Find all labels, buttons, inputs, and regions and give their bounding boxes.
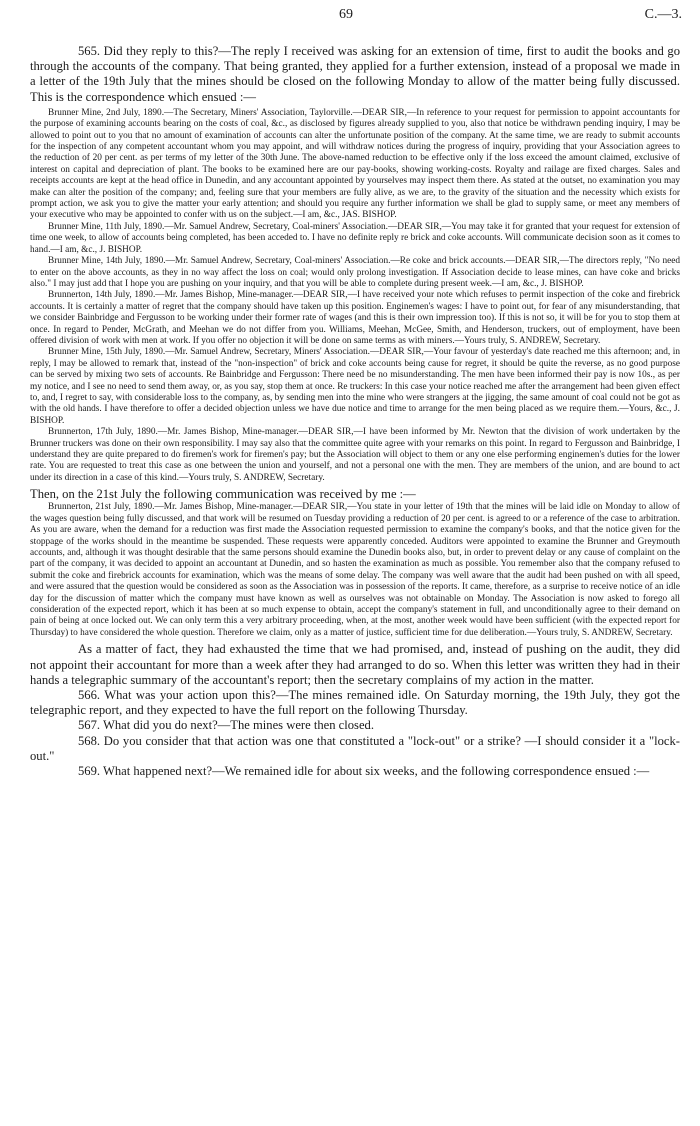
letter-11-july: Brunner Mine, 11th July, 1890.—Mr. Samuel Andrew, Secretary, Coal-miners' Association.—DEAR SIR,—You may take it for granted that your request for extension of time one week, to allow of accounts being completed, has been acceded to. I have no definite reply re brick and coke accounts. Will communicate decision soon as it comes to hand.—I am, &c., J. BISHOP. (30, 221, 680, 255)
letter-21-july: Brunnerton, 21st July, 1890.—Mr. James Bishop, Mine-manager.—DEAR SIR,—You state in your letter of 19th that the mines will be laid idle on Monday to allow of the wages question being fully discussed, and that work will be resumed on Tuesday providing a reduction of 20 per cent. is agreed to or a reference of the case to arbitration. As you are aware, when the demand for a reduction was first made the Association requested permission to examine the company's books, and that the notice given for the stoppage of the works should in the meantime be suspended. These requests were apparently conceded. Auditors were appointed to examine the Brunner and Greymouth accounts, and, although it was thought desirable that the same persons should examine the Dunedin books also, but, in order to prevent delay or any cause of complaint on the part of the company, it was decided to appoint an accountant at Dunedin, and so hasten the examination as much as possible. You remember also that the company refused to submit the coke and firebrick accounts for examination, which was the means of some delay. The company was well aware that the audit had been pushed on with all speed, and were assured that the question would be considered as soon as the Association was in possession of the reports. It came, therefore, as a surprise to receive notice of an idle day for the discussion of matter which the company must have known as well as ourselves was not obtainable on Monday. The Association is now asked to forego all consideration of the expected report, which it has been at so much expense to obtain, accept the company's statement in full, and unconditionally agree to their demand on pain of being at once locked out. We can only term this a very arbitrary proceeding, when, at the most, another week would have been sufficient (with the expected report for Thursday) to have considered the whole question. Therefore we claim, only as a matter of justice, sufficient time for due deliberation.—Yours truly, S. ANDREW, Secretary. (30, 502, 680, 638)
letter-15-july: Brunner Mine, 15th July, 1890.—Mr. Samuel Andrew, Secretary, Miners' Association.—DEAR SIR,—Your favour of yesterday's date reached me this afternoon; and, in reply, I may be allowed to remark that, instead of the "non-inspection" of brick and coke accounts being cause for regret, it should be quite the reverse, as no good purpose can be served by mixing two sets of accounts. Re Bainbridge and Fergusson: There need be no misunderstanding. The men have been informed their pay is now 10s., as per my notice, and I see no need to send them away, or, as you say, stop them at once. Re truckers: In this case your notice reached me after the arrangement had been given effect to, and, I regret to say, with considerable loss to the company, as, by sending men into the mine who were strangers at the jigging, the same amount of coal could not be got as with the old hands. I have therefore to offer a decided objection unless we have due notice and time to arrange for the men being placed as we require them.—Yours, &c., J. BISHOP. (30, 347, 680, 426)
paragraph-567: 567. What did you do next?—The mines were then closed. (78, 718, 374, 733)
document-body (30, 44, 680, 779)
paragraph-565: 565. Did they reply to this?—The reply I received was asking for an extension of time, first to audit the books and go through the accounts of the company. That being granted, they applied for a further extension, instead of a proposal we made in a letter of the 19th July that the mines should be closed on the following Monday to allow of the matter being fully discussed. This is the correspondence which ensued :— (30, 44, 680, 104)
letter-17-july: Brunnerton, 17th July, 1890.—Mr. James Bishop, Mine-manager.—DEAR SIR,—I have been informed by Mr. Newton that the division of work undertaken by the Brunner truckers was done on their own responsibility. I may say also that the committee quite agree with your remarks on this point. In regard to Fergusson and Bainbridge, I understand they are quite prepared to do firemen's work for firemen's pay; but the Association will object to them or any one else performing enginemen's duties for the lower rate. You are requested to treat this case as one between the union and yourself, and not a personal one with the men. They are members of the union, and are bound to act under its direction in a case of this kind.—Yours truly, S. ANDREW, Secretary. (30, 427, 680, 483)
letter-14-july-bishop: Brunner Mine, 14th July, 1890.—Mr. Samuel Andrew, Secretary, Coal-miners' Association.—Re coke and brick accounts.—DEAR SIR,—The directors reply, "No need to enter on the above accounts, as they in no way affect the loss on coal; would only prolong investigation. If Association decide to lease mines, can have coke and bricks also." I may just add that I hope you are pushing on your inquiry, and that you will be able to complete during present week.—I am, &c., J. BISHOP. (30, 256, 680, 289)
paragraph-21st-july-intro: Then, on the 21st July the following communication was received by me :— (30, 487, 416, 502)
letter-2-july: Brunner Mine, 2nd July, 1890.—The Secretary, Miners' Association, Taylorville.—DEAR SIR,—In reference to your request for permission to appoint accountants for the purpose of examining accounts bearing on the costs of coal, &c., as disclosed by figures already supplied to you, also that notice be withdrawn pending inquiry, I may be allowed to point out to you that no amount of examination of accounts can alter the unfortunate position of the company. At the same time, we are ready to submit accounts for the inspection of any competent accountant whom you may appoint, and will withdraw notices during the progress of inquiry, providing that your Association agrees to the reduction of 20 per cent. as per terms of my letter of the 30th June. The above-named reduction to be effective only if the loss exceed the amount claimed, exclusive of interest on capital and depreciation of plant. The books to be examined here are our pay-books, showing working-costs. Royalty and railage are fixed charges. Sales and receipts accounts are kept at the head office in Dunedin, and any accountant appointed by yourselves may inspect them there. As stated at the outset, no examination you may make can alter the position of the company; and, feeling sure that your members are fully alive, as we are, to the gravity of the situation and the necessity which exists for prompt action, we ask you to give the matter your early attention; and should you require any further information we shall be glad to supply same, or meet any members of your executive who may be appointed to confer with us on the subject.—I am, &c., JAS. BISHOP. (30, 107, 680, 221)
document-reference: C.—3. (644, 7, 682, 22)
letter-14-july-andrew: Brunnerton, 14th July, 1890.—Mr. James Bishop, Mine-manager.—DEAR SIR,—I have received your note which refuses to permit inspection of the coke and firebrick accounts. It is certainly a matter of regret that the company should have taken up this position. Enginemen's wages: I have to point out, for fear of any misunderstanding, that we consider Bainbridge and Fergusson to be working under their former rate of wages (and this is their own impression too). If this is not so, it will be for you to stop them at once. In regard to Pender, McGrath, and Meehan we do not differ from you. Williams, Meehan, McGee, Smith, and Henderson, truckers, out of employment, have been offered division of work with men at work. If you offer no objection it will be done on same terms as with miners.—Yours truly, S. ANDREW, Secretary. (30, 290, 680, 346)
paragraph-matter-of-fact: As a matter of fact, they had exhausted the time that we had promised, and, instead of pushing on the audit, they did not appoint their accountant for more than a week after they had arranged to do so. When this letter was written they had in their hands a telegraphic summary of the accountant's report; then the secretary complains of my action in the matter. (30, 642, 680, 687)
paragraph-569: 569. What happened next?—We remained idle for about six weeks, and the following correspondence ensued :— (78, 763, 650, 778)
page-number: 69 (339, 7, 353, 22)
paragraph-568: 568. Do you consider that that action was one that constituted a "lock-out" or a strike? —I should consider it a "lock-out." (30, 733, 680, 763)
paragraph-566: 566. What was your action upon this?—The mines remained idle. On Saturday morning, the 19th July, they got the telegraphic report, and they expected to have the full report on the following Thursday. (30, 687, 680, 718)
